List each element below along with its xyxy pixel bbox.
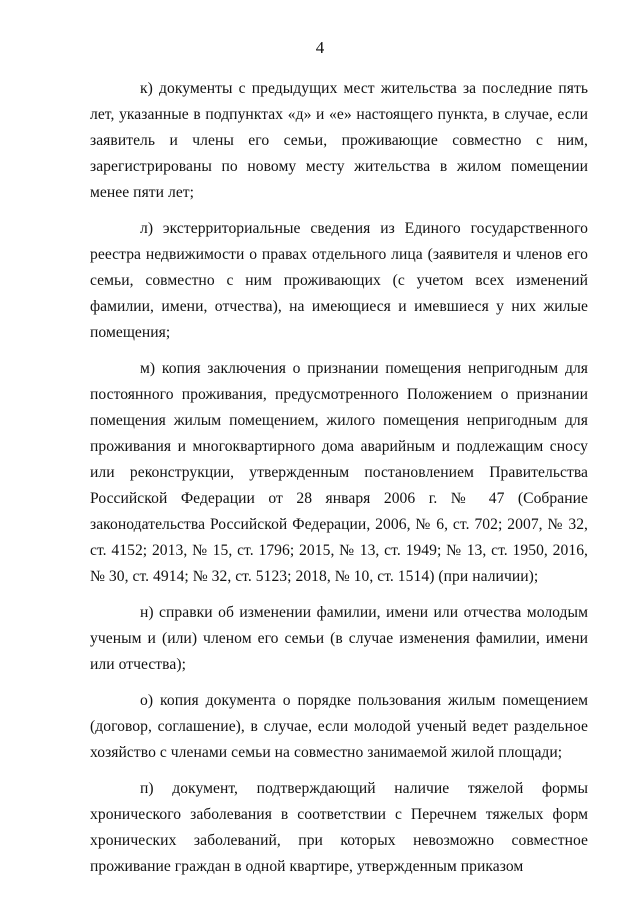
- document-body: [90, 76, 588, 880]
- page-number: 4: [315, 38, 325, 57]
- paragraph-n: н) справки об изменении фамилии, имени или отчества молодым ученым и (или) членом его семьи (в случае изменения фамилии, имени или отчества);: [90, 604, 588, 673]
- paragraph-o: о) копия документа о порядке пользования жилым помещением (договор, соглашение), в случае, если молодой ученый ведет раздельное хозяйство с членами семьи на совместно занимаемой жилой площади;: [90, 692, 588, 761]
- paragraph-m: м) копия заключения о признании помещения непригодным для постоянного проживания, предусмотренного Положением о признании помещения жилым помещением, жилого помещения непригодным для проживания и многоквартирного дома аварийным и подлежащим сносу или реконструкции, утвержденным постановлением Правительства Российской Федерации от 28 января 2006 г. № 47 (Собрание законодательства Российской Федерации, 2006, № 6, ст. 702; 2007, № 32, ст. 4152; 2013, № 15, ст. 1796; 2015, № 13, ст. 1949; № 13, ст. 1950, 2016, № 30, ст. 4914; № 32, ст. 5123; 2018, № 10, ст. 1514) (при наличии);: [90, 360, 588, 585]
- paragraph-k: к) документы с предыдущих мест жительства за последние пять лет, указанные в подпунктах «д» и «е» настоящего пункта, в случае, если заявитель и члены его семьи, проживающие совместно с ним, зарегистрированы по новому месту жительства в жилом помещении менее пяти лет;: [90, 80, 588, 201]
- paragraph-p: п) документ, подтверждающий наличие тяжелой формы хронического заболевания в соответствии с Перечнем тяжелых форм хронических заболеваний, при которых невозможно совместное проживание граждан в одной квартире, утвержденным приказом: [90, 780, 588, 875]
- paragraph-l: л) экстерриториальные сведения из Единого государственного реестра недвижимости о правах отдельного лица (заявителя и членов его семьи, совместно с ним проживающих (с учетом всех изменений фамилии, имени, отчества), на имеющиеся и имевшиеся у них жилые помещения;: [90, 220, 588, 341]
